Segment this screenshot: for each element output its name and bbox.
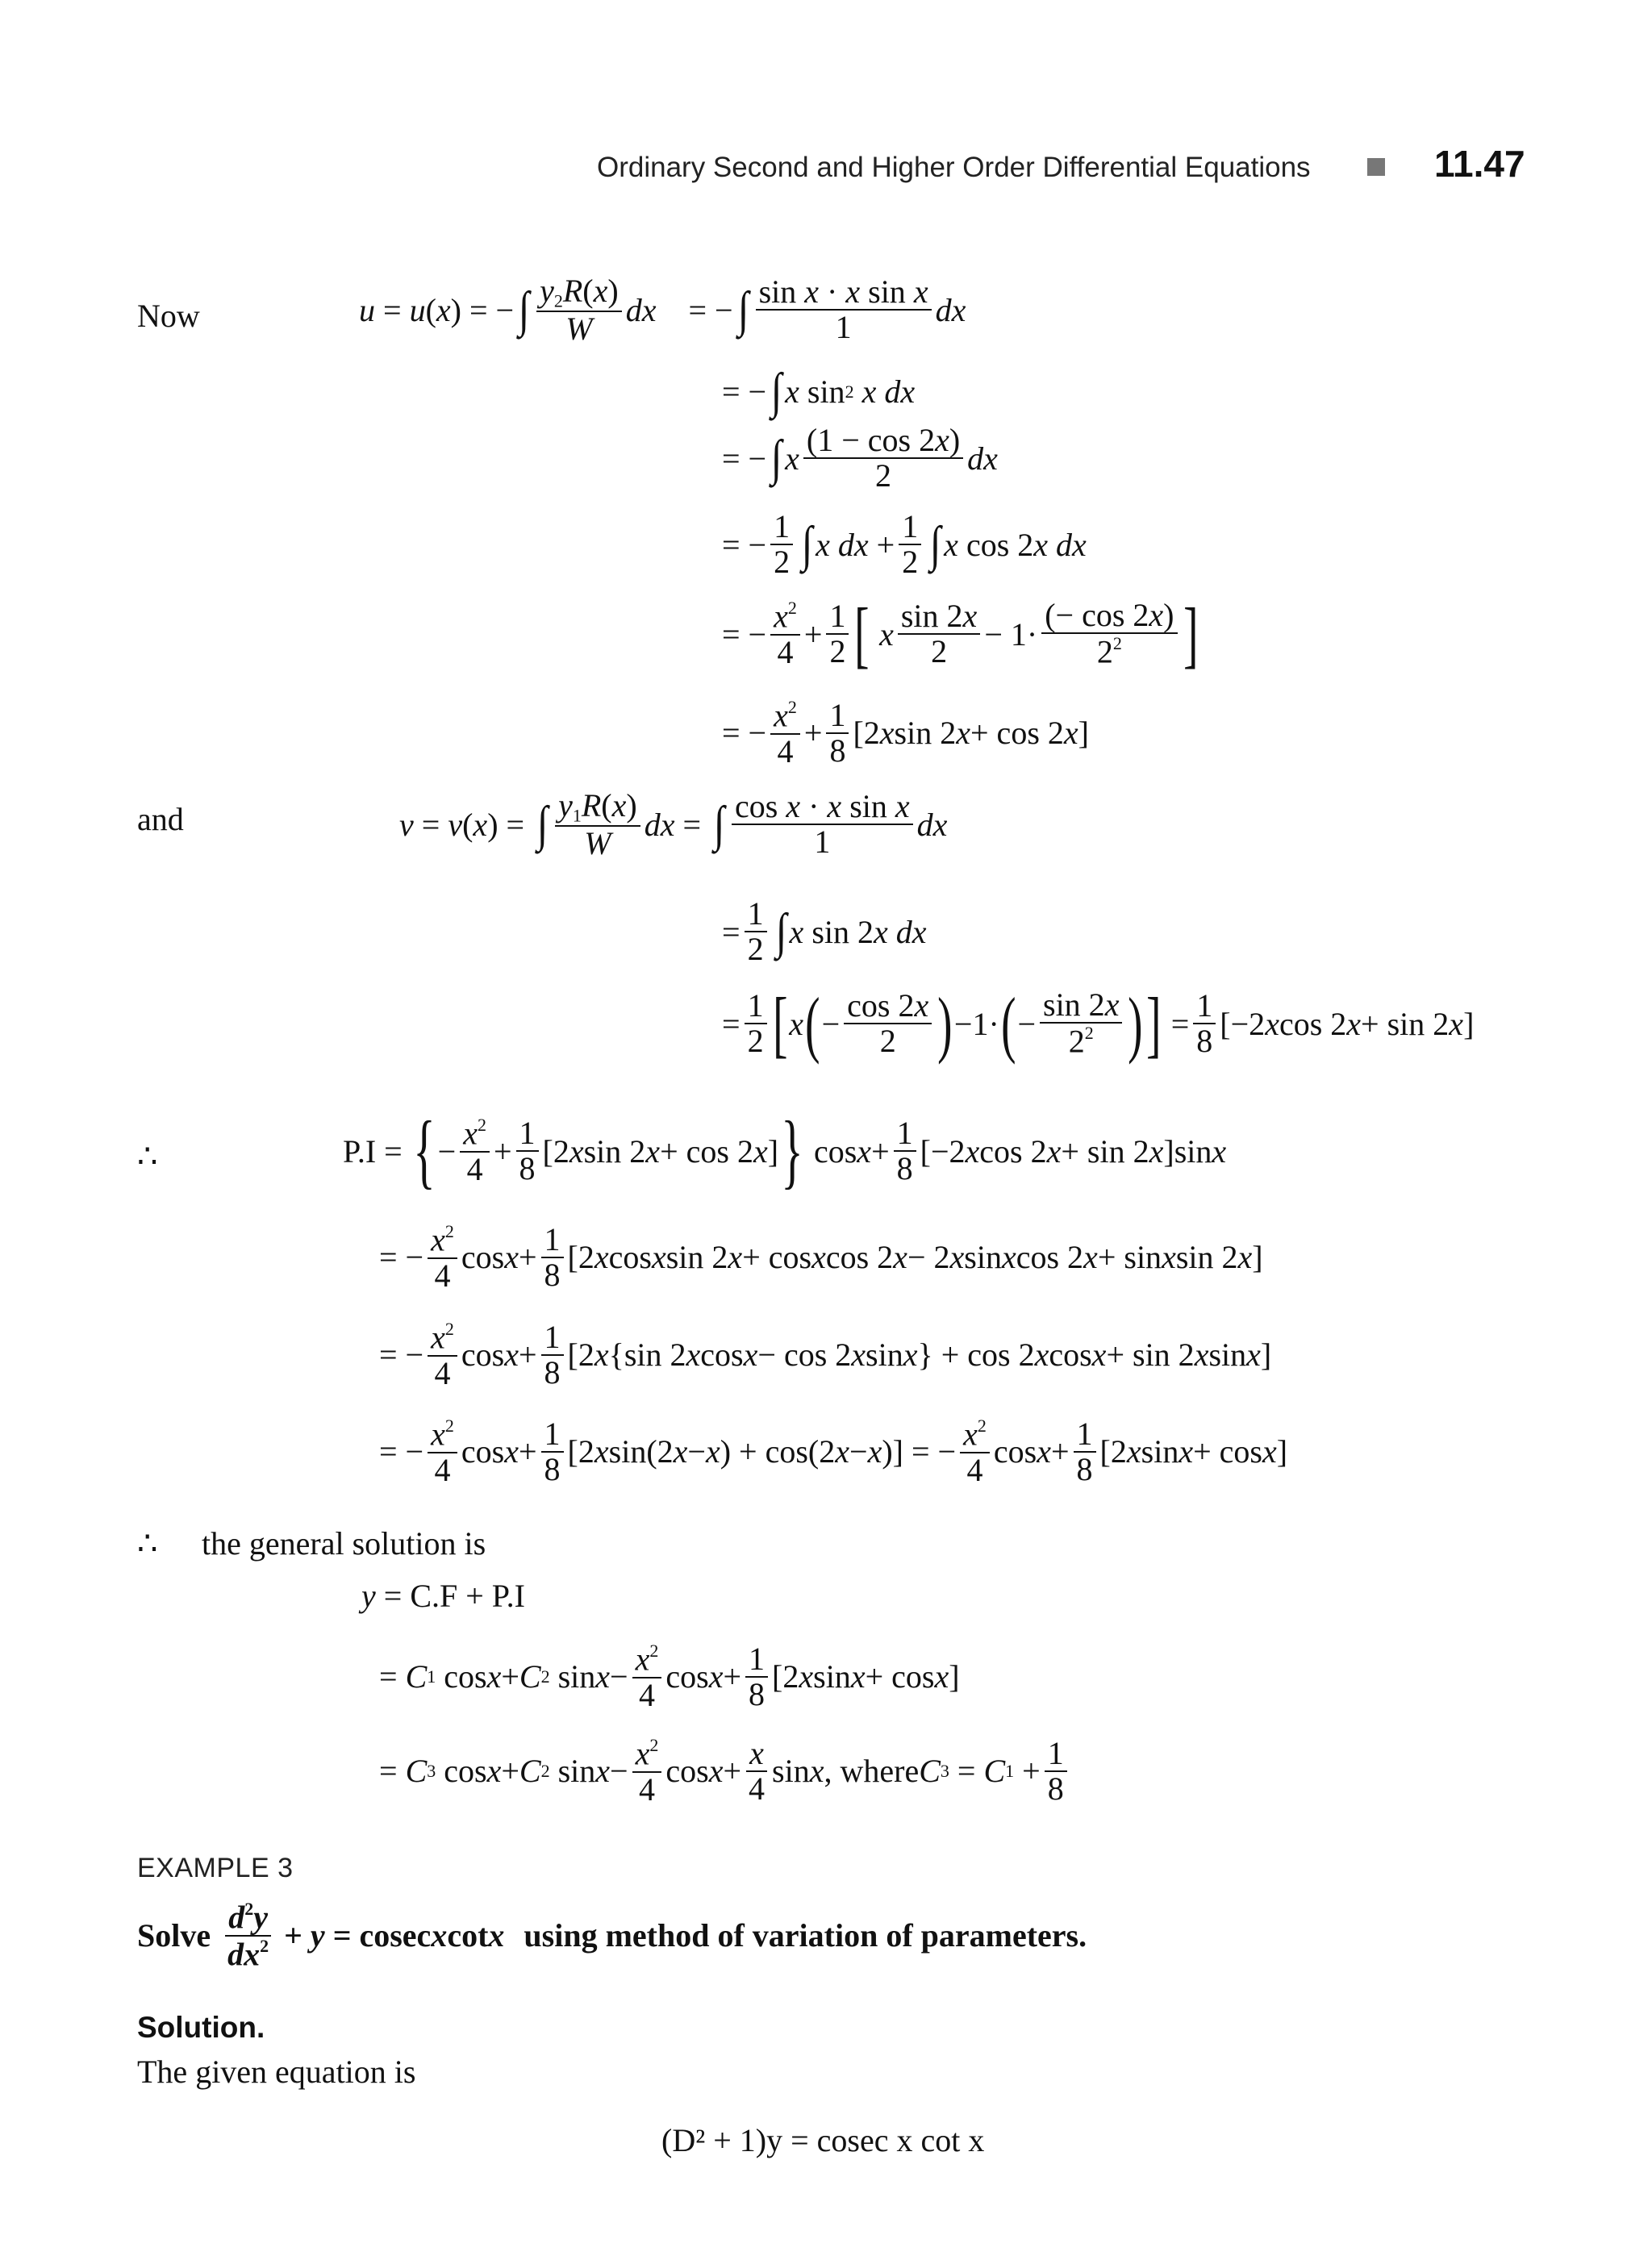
given-equation: (D² + 1)y = cosec x cot x: [661, 2122, 985, 2158]
equation-u-definition: u = u ( x ) = − ∫ $\frac{y_2R(x)}{W}$ dx = − ∫ $\frac{\text{sin x · x sin x}}{1}$ dx: [359, 273, 966, 347]
label-and: and: [137, 801, 184, 837]
equation-general-result: = C 3 cos x + C 2 sin x − $\frac{x^2}{4}$ cos x + $\frac{x}{4}$ sin x , where C 3 = C 1 + $\frac{1}{8}$: [379, 1736, 1071, 1807]
example-label: EXAMPLE 3: [137, 1853, 294, 1883]
equation-pi-definition: P.I = { − $\frac{x^2}{4}$ + $\frac{1}{8}$ [2 x sin 2 x + cos 2 x ] } cos x + $\frac{1}{8}$ [−2 x cos 2 x + sin 2 x ]sin x: [343, 1104, 1227, 1197]
equation-v-definition: v = v ( x ) = ∫ $\frac{y_1R(x)}{W}$ dx = ∫ $\frac{\text{cos x · x sin x}}{1}$ dx: [399, 787, 948, 861]
equation-u-result: = − $\frac{x^2}{4}$ + $\frac{1}{8}$ [2 x sin 2 x + cos 2 x ]: [722, 696, 1089, 769]
equation-general-solution: y = C.F + P.I: [361, 1578, 525, 1614]
example-problem-statement: Solve $\frac{d^2y}{dx^2}$ + y = cosec x cot x using method of variation of parameters.: [137, 1899, 1087, 1972]
given-equation-text: The given equation is: [137, 2054, 416, 2090]
equation-v-step-1: = $\frac{1}{2}$ ∫ x sin 2 x dx: [722, 895, 927, 967]
equation-u-step-3: = − $\frac{1}{2}$ ∫ x dx + $\frac{1}{2}$ ∫ x cos 2 x dx: [722, 508, 1087, 580]
equation-pi-step-2: = − $\frac{x^2}{4}$ cos x + $\frac{1}{8}$ [2 x {sin 2 x cos x − cos 2 x sin x } + cos 2 x cos x + sin 2 x sin x ]: [379, 1318, 1272, 1391]
solve-word: Solve: [137, 1917, 211, 1954]
running-header-title: Ordinary Second and Higher Order Differential Equations: [597, 152, 1311, 183]
equation-general-step-1: = C 1 cos x + C 2 sin x − $\frac{x^2}{4}$ cos x + $\frac{1}{8}$ [2 x sin x + cos x ]: [379, 1640, 960, 1713]
general-solution-text: the general solution is: [202, 1525, 486, 1562]
therefore-symbol-general: ∴: [137, 1525, 158, 1562]
equation-u-step-4: = − $\frac{x^2}{4}$ + $\frac{1}{2}$ [ x $\frac{\sin 2x}{2}$ − 1· $\frac{(- \cos 2x)}{2^2}$ ]: [722, 593, 1199, 675]
equation-u-step-2: = − ∫ x $\frac{(1 - \cos 2x)}{2}$ dx: [722, 422, 998, 494]
equation-pi-result: = − $\frac{x^2}{4}$ cos x + $\frac{1}{8}$ [2 x sin(2 x − x ) + cos(2 x − x )] = − $\frac{x^2}{4}$ cos x + $\frac{1}{8}$ [2 x sin x + cos x ]: [379, 1415, 1288, 1488]
label-now: Now: [137, 298, 200, 334]
solution-label: Solution.: [137, 2011, 265, 2044]
problem-statement-text: using method of variation of parameters.: [524, 1917, 1087, 1954]
equation-v-result: = $\frac{1}{2}$ [ x ( − $\frac{\cos 2x}{2}$ ) −1· ( − $\frac{\sin 2x}{2^2}$ ) ] = $\frac{1}{8}$ [−2 x cos 2 x + sin 2 x ]: [722, 982, 1475, 1065]
equation-u-step-1: = − ∫ x sin 2 x dx: [722, 364, 916, 419]
page-number: 11.47: [1434, 143, 1525, 185]
therefore-symbol-pi: ∴: [137, 1138, 158, 1174]
header-square-marker: [1367, 158, 1385, 176]
equation-pi-step-1: = − $\frac{x^2}{4}$ cos x + $\frac{1}{8}$ [2 x cos x sin 2 x + cos x cos 2 x − 2 x sin x cos 2 x + sin x sin 2 x ]: [379, 1220, 1263, 1294]
